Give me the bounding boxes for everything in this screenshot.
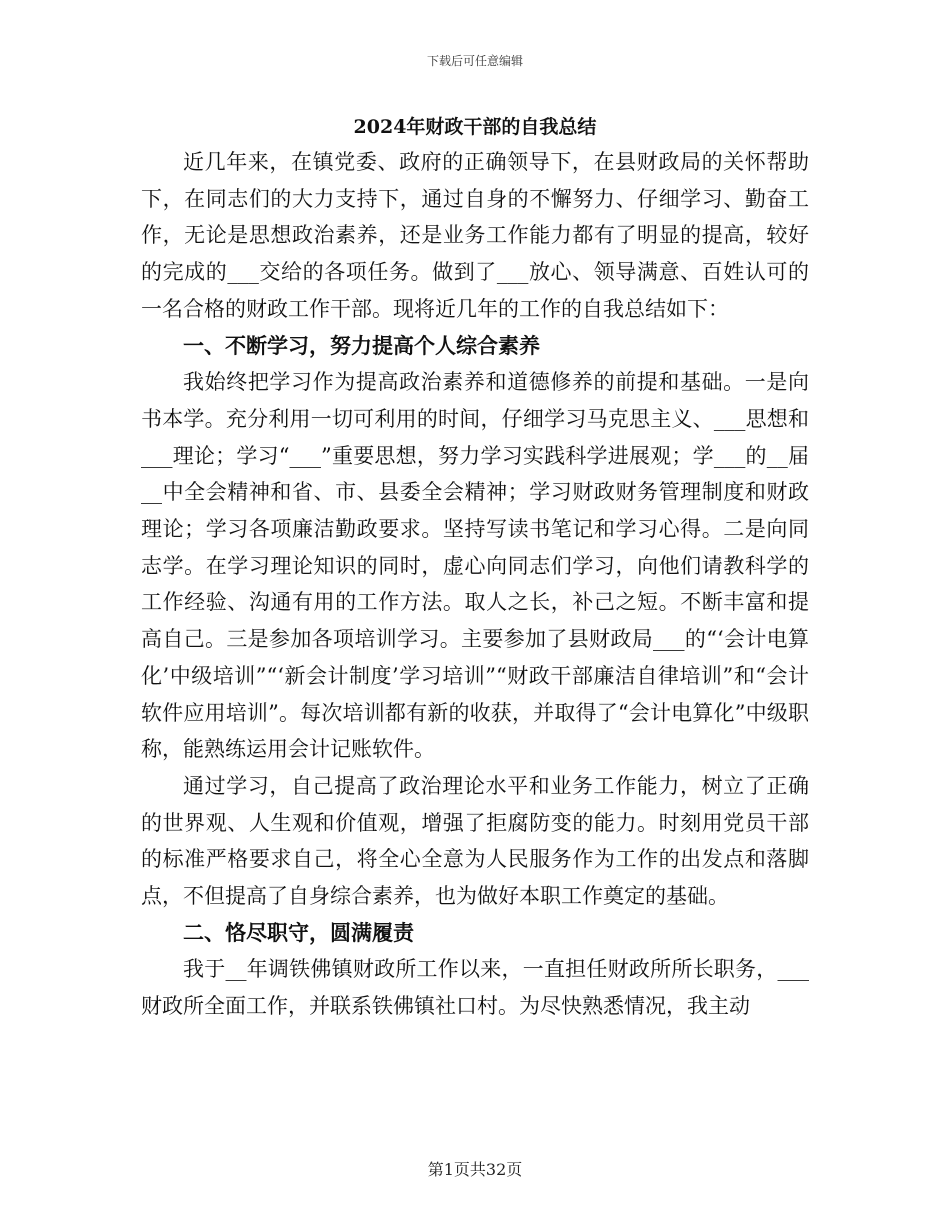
header-note: 下载后可任意编辑: [426, 54, 523, 68]
document-body: [141, 110, 809, 1025]
document-title: 2024年财政干部的自我总结: [353, 116, 597, 138]
section-heading-1: 一、不断学习，努力提高个人综合素养: [183, 332, 540, 358]
body-paragraph: 我始终把学习作为提高政治素养和道德修养的前提和基础。一是向书本学。充分利用一切可利用的时间，仔细学习马克思主义、___思想和___理论；学习“___”重要思想，努力学习实践科学进展观；学___的__届__中全会精神和省、市、县委全会精神；学习财政财务管理制度和财政理论；学习各项廉洁勤政要求。坚持写读书笔记和学习心得。二是向同志学。在学习理论知识的同时，虚心向同志们学习，向他们请教科学的工作经验、沟通有用的工作方法。取人之长，补己之短。不断丰富和提高自己。三是参加各项培训学习。主要参加了县财政局___的“‘会计电算化’中级培训”“‘新会计制度’学习培训”“财政干部廉洁自律培训”和“会计软件应用培训”。每次培训都有新的收获，并取得了“会计电算化”中级职称，能熟练运用会计记账软件。: [141, 370, 809, 762]
body-paragraph: 通过学习，自己提高了政治理论水平和业务工作能力，树立了正确的世界观、人生观和价值观，增强了拒腐防变的能力。时刻用党员干部的标准严格要求自己，将全心全意为人民服务作为工作的出发点和落脚点，不但提高了自身综合素养，也为做好本职工作奠定的基础。: [141, 773, 809, 909]
section-heading-2: 二、恪尽职守，圆满履责: [183, 919, 414, 945]
body-paragraph: 我于__年调铁佛镇财政所工作以来，一直担任财政所所长职务，___财政所全面工作，并联系铁佛镇社口村。为尽快熟悉情况，我主动: [141, 957, 809, 1019]
intro-paragraph: 近几年来，在镇党委、政府的正确领导下，在县财政局的关怀帮助下，在同志们的大力支持下，通过自身的不懈努力、仔细学习、勤奋工作，无论是思想政治素养，还是业务工作能力都有了明显的提高，较好的完成的___交给的各项任务。做到了___放心、领导满意、百姓认可的一名合格的财政工作干部。现将近几年的工作的自我总结如下：: [141, 150, 809, 321]
page-number: 第1页共32页: [427, 1160, 523, 1179]
